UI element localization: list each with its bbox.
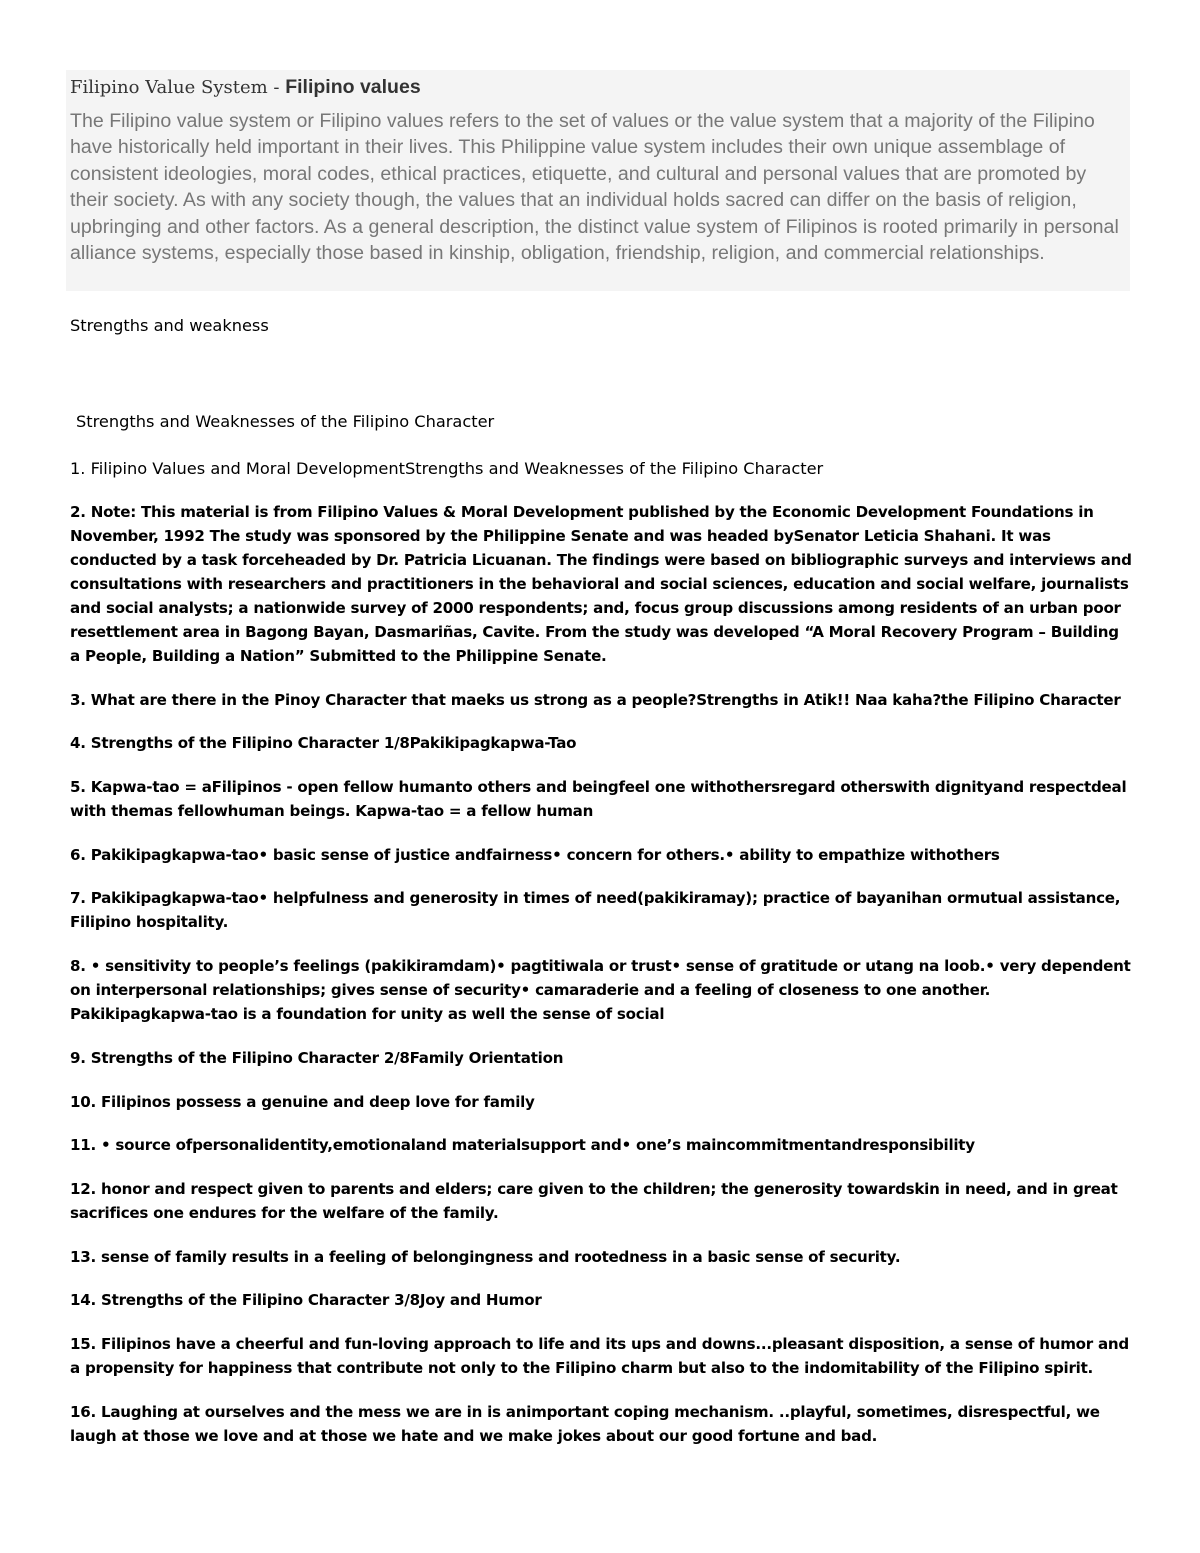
intro-title-prefix: Filipino Value System - — [70, 77, 286, 98]
list-item: 14. Strengths of the Filipino Character 3/8Joy and Humor — [70, 1291, 542, 1310]
list-item-1: 1. Filipino Values and Moral DevelopmentStrengths and Weaknesses of the Filipino Character — [70, 459, 824, 478]
numbered-list — [70, 500, 1132, 1448]
list-item: 11. • source ofpersonalidentity,emotionaland materialsupport and• one’s maincommitmentandresponsibility — [70, 1136, 975, 1155]
section-label: Strengths and weakness — [70, 316, 269, 335]
list-item: 4. Strengths of the Filipino Character 1/8Pakikipagkapwa-Tao — [70, 734, 577, 753]
intro-title-bold: Filipino values — [285, 76, 421, 98]
list-item: 3. What are there in the Pinoy Character that maeks us strong as a people?Strengths in Atik!! Naa kaha?the Filipino Character — [70, 690, 1121, 709]
list-item: 15. Filipinos have a cheerful and fun-loving approach to life and its ups and downs...pleasant disposition, a sense of humor and a propensity for happiness that contribute not only to the Filipino charm but also to the indomitability of the Filipino spirit. — [70, 1334, 1129, 1377]
list-item: 6. Pakikipagkapwa-tao• basic sense of justice andfairness• concern for others.• ability to empathize withothers — [70, 845, 1000, 864]
subheading: Strengths and Weaknesses of the Filipino Character — [76, 412, 495, 431]
list-item: 12. honor and respect given to parents and elders; care given to the children; the generosity towardskin in need, and in great sacrifices one endures for the welfare of the family. — [70, 1179, 1118, 1222]
list-item: 7. Pakikipagkapwa-tao• helpfulness and generosity in times of need(pakikiramay); practice of bayanihan ormutual assistance, Filipino hospitality. — [70, 889, 1121, 932]
list-item: 10. Filipinos possess a genuine and deep love for family — [70, 1092, 535, 1111]
list-item: 9. Strengths of the Filipino Character 2/8Family Orientation — [70, 1048, 564, 1067]
intro-paragraph: The Filipino value system or Filipino values refers to the set of values or the value system that a majority of the Filipino have historically held important in their lives. This Philippine value system includes their own unique assemblage of consistent ideologies, moral codes, ethical practices, etiquette, and cultural and personal values that are promoted by their society. As with any society though, the values that an individual holds sacred can differ on the basis of religion, upbringing and other factors. As a general description, the distinct value system of Filipinos is rooted primarily in personal alliance systems, especially those based in kinship, obligation, friendship, religion, and commercial relationships. — [70, 110, 1119, 265]
list-item: 8. • sensitivity to people’s feelings (pakikiramdam)• pagtitiwala or trust• sense of gratitude or utang na loob.• very dependent on interpersonal relationships; gives sense of security• camaraderie and a feeling of closeness to one another. Pakikipagkapwa-tao is a foundation for unity as well the sense of social — [70, 957, 1131, 1024]
list-item: 16. Laughing at ourselves and the mess we are in is animportant coping mechanism. ..playful, sometimes, disrespectful, we laugh at those we love and at those we hate and we make jokes about our good fortune and bad. — [70, 1402, 1100, 1445]
intro-title — [70, 74, 421, 101]
list-item: 13. sense of family results in a feeling of belongingness and rootedness in a basic sense of security. — [70, 1247, 901, 1266]
list-item: 2. Note: This material is from Filipino Values & Moral Development published by the Economic Development Foundations in November, 1992 The study was sponsored by the Philippine Senate and was headed bySenator Leticia Shahani. It was conducted by a task forceheaded by Dr. Patricia Licuanan. The findings were based on bibliographic surveys and interviews and consultations with researchers and practitioners in the behavioral and social sciences, education and social welfare, journalists and social analysts; a nationwide survey of 2000 respondents; and, focus group discussions among residents of an urban poor resettlement area in Bagong Bayan, Dasmariñas, Cavite. From the study was developed “A Moral Recovery Program – Building a People, Building a Nation” Submitted to the Philippine Senate. — [70, 503, 1132, 665]
list-item: 5. Kapwa-tao = aFilipinos - open fellow humanto others and beingfeel one withothersregard otherswith dignityand respectdeal with themas fellowhuman beings. Kapwa-tao = a fellow human — [70, 778, 1127, 821]
